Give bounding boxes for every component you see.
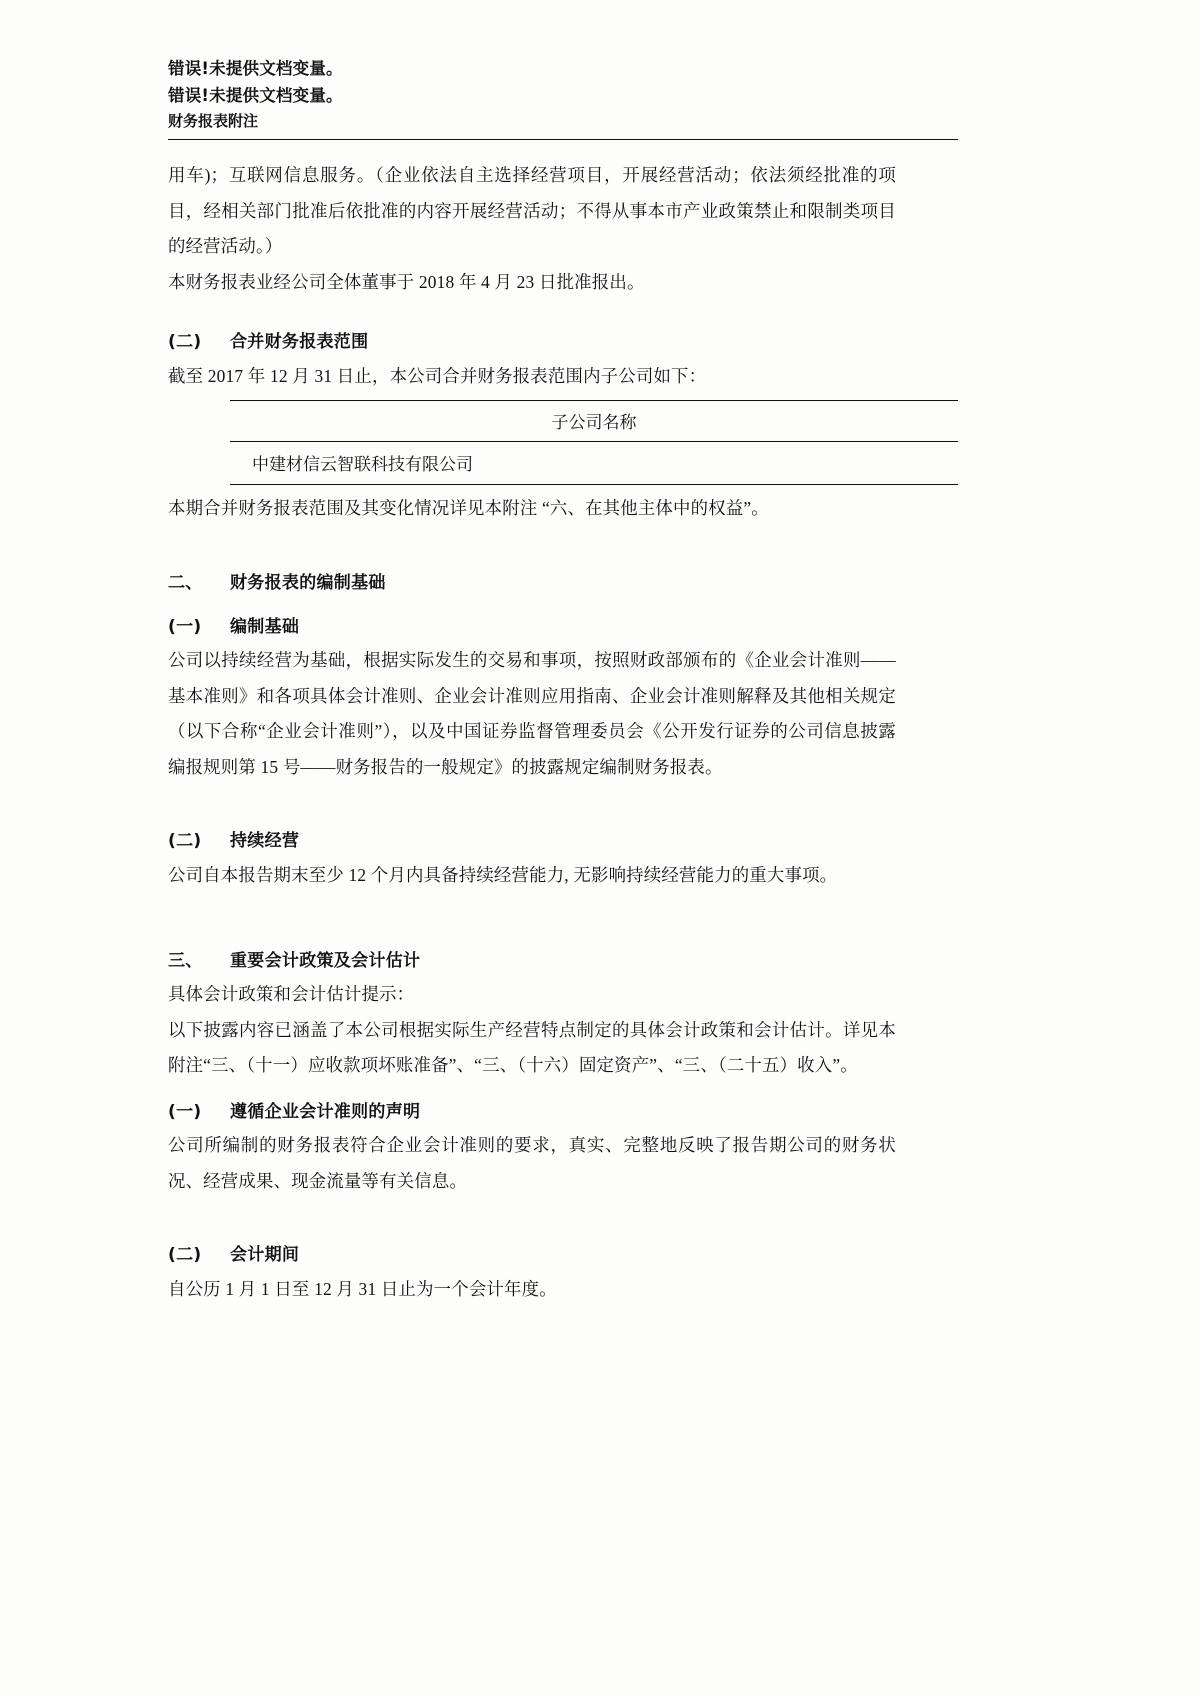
spacer: [168, 785, 958, 825]
heading-number: (一): [168, 1101, 202, 1122]
heading-text: 合并财务报表范围: [230, 332, 369, 353]
spacer: [168, 527, 958, 567]
spacer: [168, 599, 958, 611]
column-header-subsidiary-name: 子公司名称: [230, 401, 958, 442]
heading-basis-of-preparation: [168, 567, 958, 599]
spacer: [168, 893, 958, 945]
subsidiary-table: [230, 400, 958, 485]
heading-preparation-basis: [168, 611, 958, 643]
table-header-row: [230, 401, 958, 442]
cell-subsidiary-name: 中建材信云智联科技有限公司: [230, 442, 958, 485]
heading-number: (二): [168, 332, 202, 353]
table-row: [230, 442, 958, 485]
heading-number: (二): [168, 831, 202, 852]
heading-text: 编制基础: [230, 617, 300, 638]
heading-number: (二): [168, 1245, 202, 1266]
header-line-1: 错误!未提供文档变量。: [168, 59, 343, 78]
paragraph-policies-lead-2: 以下披露内容已涵盖了本公司根据实际生产经营特点制定的具体会计政策和会计估计。详见本附注“三、（十一）应收款项坏账准备”、“三、（十六）固定资产”、“三、（二十五）收入”。: [168, 1019, 896, 1076]
spacer: [168, 300, 958, 326]
heading-accounting-period: [168, 1239, 958, 1271]
paragraph-scope-lead: 截至 2017 年 12 月 31 日止，本公司合并财务报表范围内子公司如下：: [168, 365, 707, 386]
heading-accounting-policies: [168, 945, 958, 977]
paragraph-scope-after: 本期合并财务报表范围及其变化情况详见本附注 “六、在其他主体中的权益”。: [168, 498, 769, 519]
header-line-2: 错误!未提供文档变量。: [168, 85, 343, 105]
paragraph-policies-lead-1: 具体会计政策和会计估计提示：: [168, 984, 415, 1005]
spacer: [168, 1084, 958, 1096]
heading-number: (一): [168, 617, 202, 638]
heading-text: 遵循企业会计准则的声明: [230, 1101, 421, 1122]
heading-number: 二、: [168, 572, 203, 593]
paragraph-accounting-period: 自公历 1 月 1 日至 12 月 31 日止为一个会计年度。: [168, 1278, 557, 1299]
paragraph-preparation-basis: 公司以持续经营为基础，根据实际发生的交易和事项，按照财政部颁布的《企业会计准则——基本准则》和各项具体会计准则、企业会计准则应用指南、企业会计准则解释及其他相关规定（以下合称“企业会计准则”），以及中国证券监督管理委员会《公开发行证券的公司信息披露编报规则第 15 号——财务报告的一般规定》的披露规定编制财务报表。: [168, 650, 896, 777]
paragraph-approval: 本财务报表业经公司全体董事于 2018 年 4 月 23 日批准报出。: [168, 271, 645, 292]
heading-consolidation-scope: [168, 326, 958, 358]
heading-going-concern: [168, 825, 958, 857]
paragraph-scope-continued: 用车)；互联网信息服务。（企业依法自主选择经营项目，开展经营活动；依法须经批准的项目，经相关部门批准后依批准的内容开展经营活动；不得从事本市产业政策禁止和限制类项目的经营活动。）: [168, 165, 896, 257]
heading-text: 持续经营: [230, 831, 300, 852]
page-header: [168, 56, 958, 140]
paragraph-going-concern: 公司自本报告期末至少 12 个月内具备持续经营能力, 无影响持续经营能力的重大事项。: [168, 864, 838, 885]
header-line-3: 财务报表附注: [168, 112, 259, 131]
paragraph-compliance-statement: 公司所编制的财务报表符合企业会计准则的要求，真实、完整地反映了报告期公司的财务状况、经营成果、现金流量等有关信息。: [168, 1135, 896, 1191]
heading-compliance-statement: [168, 1096, 958, 1128]
heading-text: 重要会计政策及会计估计: [230, 951, 421, 972]
heading-number: 三、: [168, 951, 203, 972]
heading-text: 财务报表的编制基础: [230, 572, 386, 593]
spacer: [168, 1199, 958, 1239]
page-content: [168, 56, 958, 1307]
heading-text: 会计期间: [230, 1245, 300, 1266]
header-divider: [168, 139, 958, 140]
